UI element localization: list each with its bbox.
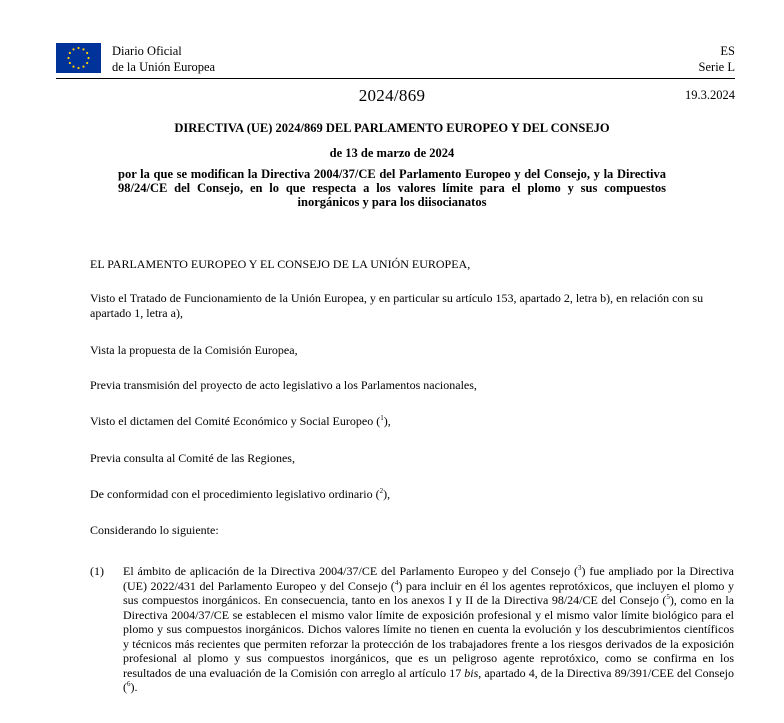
recital-text: El ámbito de aplicación de la Directiva 2004/37/CE del Parlamento Europeo y del Consejo ($^3$) fue ampliado por la Directiva (UE) 2022/431 del Parlamento Europeo y del Consejo ($^4$) para incluir en él los agentes reprotóxicos, que incluyen el plomo y sus compuestos inorgánicos. En consecuencia, tanto en los anexos I y II de la Directiva 98/24/CE del Consejo ($^5$), como en la Directiva 2004/37/CE se establecen el mismo valor límite de exposición profesional y el mismo valor límite biológico para el plomo y sus compuestos inorgánicos. Dichos valores límite no tienen en cuenta la evolución y los descubrimientos científicos y técnicos más recientes que permiten reforzar la protección de los trabajadores frente a los riesgos derivados de la exposición profesional al plomo y sus compuestos inorgánicos, que es un peligroso agente reprotóxico, como se confirma en los resultados de una evaluación de la Comisión con arreglo al artículo 17 bis, apartado 4, de la Directiva 89/391/CEE del Consejo ($^6$). [123, 564, 735, 694]
eu-flag-icon [56, 43, 101, 73]
series-label: Serie L [698, 59, 735, 74]
footnote-ref-4[interactable]: 4 [394, 578, 399, 587]
footnote-ref-3[interactable]: 3 [578, 564, 582, 572]
preamble-transmission: Previa transmisión del proyecto de acto legislativo a los Parlamentos nacionales, [90, 378, 477, 392]
footnote-ref-6[interactable]: 6 [127, 680, 131, 688]
publication-date: 19.3.2024 [685, 88, 735, 102]
footnote-ref-1[interactable]: 1 [380, 414, 384, 422]
preamble-proposal: Vista la propuesta de la Comisión Europea, [90, 343, 298, 357]
recital-number: (1) [90, 564, 104, 578]
document-number: 2024/869 [358, 86, 426, 105]
preamble-regions: Previa consulta al Comité de las Regiones, [90, 451, 295, 465]
journal-name-line2: de la Unión Europea [112, 59, 216, 74]
directive-title: DIRECTIVA (UE) 2024/869 DEL PARLAMENTO EUROPEO Y DEL CONSEJO [174, 121, 610, 135]
language-code: ES [720, 44, 735, 58]
footnote-ref-5[interactable]: 5 [666, 593, 670, 601]
directive-date: de 13 de marzo de 2024 [329, 146, 455, 160]
preamble-whereas: Considerando lo siguiente: [90, 523, 219, 537]
journal-series [699, 44, 735, 75]
journal-name [112, 44, 215, 75]
preamble-institutions: EL PARLAMENTO EUROPEO Y EL CONSEJO DE LA UNIÓN EUROPEA, [90, 257, 471, 271]
preamble-treaty: Visto el Tratado de Funcionamiento de la Unión Europea, y en particular su artículo 153, apartado 2, letra b), en relación con su apartado 1, letra a), [90, 291, 704, 320]
preamble-opinion: Visto el dictamen del Comité Económico y Social Europeo ($^1$), [90, 414, 391, 428]
footnote-ref-2[interactable]: 2 [379, 487, 384, 495]
journal-name-line1: Diario Oficial [112, 44, 182, 58]
preamble-procedure: De conformidad con el procedimiento legislativo ordinario ($^2$), [90, 487, 391, 501]
directive-subject: por la que se modifican la Directiva 2004/37/CE del Parlamento Europeo y del Consejo, y la Directiva 98/24/CE del Consejo, en lo que respecta a los valores límite para el plomo y sus compuestos inorgánicos y para los diisocianatos [118, 167, 666, 209]
header-divider [56, 78, 735, 79]
